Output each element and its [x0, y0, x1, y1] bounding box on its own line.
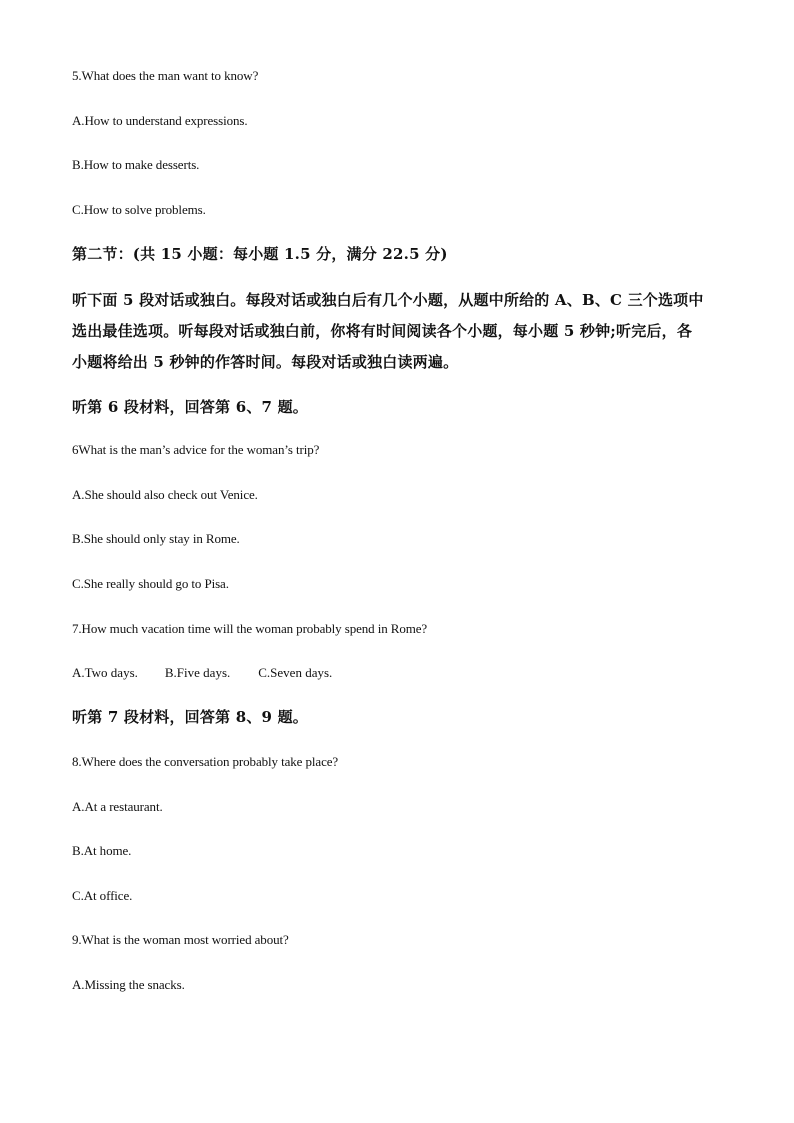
q5-option-a: A.How to understand expressions.: [72, 113, 248, 128]
q6-question: 6What is the man’s advice for the woman’s trip?: [72, 442, 320, 457]
q7-options-row: [72, 665, 332, 681]
q7-option-a: A.Two days.: [72, 665, 138, 680]
q9-option-a: A.Missing the snacks.: [72, 977, 185, 992]
q8-option-a: A.At a restaurant.: [72, 799, 163, 814]
section2-instructions-line-2: 选出最佳选项。听每段对话或独白前，你将有时间阅读各个小题，每小题 5 秒钟;听完后，各: [72, 322, 693, 340]
q7-question: 7.How much vacation time will the woman probably spend in Rome?: [72, 621, 428, 636]
q7-option-c: C.Seven days.: [258, 665, 333, 680]
section2-instructions-line-3: 小题将给出 5 秒钟的作答时间。每段对话或独白读两遍。: [72, 353, 459, 371]
q5-option-b: B.How to make desserts.: [72, 157, 200, 172]
q9-question: 9.What is the woman most worried about?: [72, 932, 289, 947]
q8-question: 8.Where does the conversation probably take place?: [72, 754, 339, 769]
passage6-heading: 听第 6 段材料，回答第 6、7 题。: [72, 398, 309, 416]
q8-option-c: C.At office.: [72, 888, 133, 903]
passage7-heading: 听第 7 段材料，回答第 8、9 题。: [72, 708, 309, 726]
q8-option-b: B.At home.: [72, 843, 132, 858]
q5-option-c: C.How to solve problems.: [72, 202, 206, 217]
q7-option-b: B.Five days.: [164, 665, 231, 680]
q6-option-b: B.She should only stay in Rome.: [72, 531, 240, 546]
section2-heading: 第二节：(共 15 小题：每小题 1.5 分，满分 22.5 分): [72, 245, 448, 263]
section2-instructions-line-1: 听下面 5 段对话或独白。每段对话或独白后有几个小题，从题中所给的 A、B、C 三个选项中: [72, 291, 704, 309]
q6-option-c: C.She really should go to Pisa.: [72, 576, 229, 591]
q5-question: 5.What does the man want to know?: [72, 68, 259, 83]
q6-option-a: A.She should also check out Venice.: [72, 487, 258, 502]
